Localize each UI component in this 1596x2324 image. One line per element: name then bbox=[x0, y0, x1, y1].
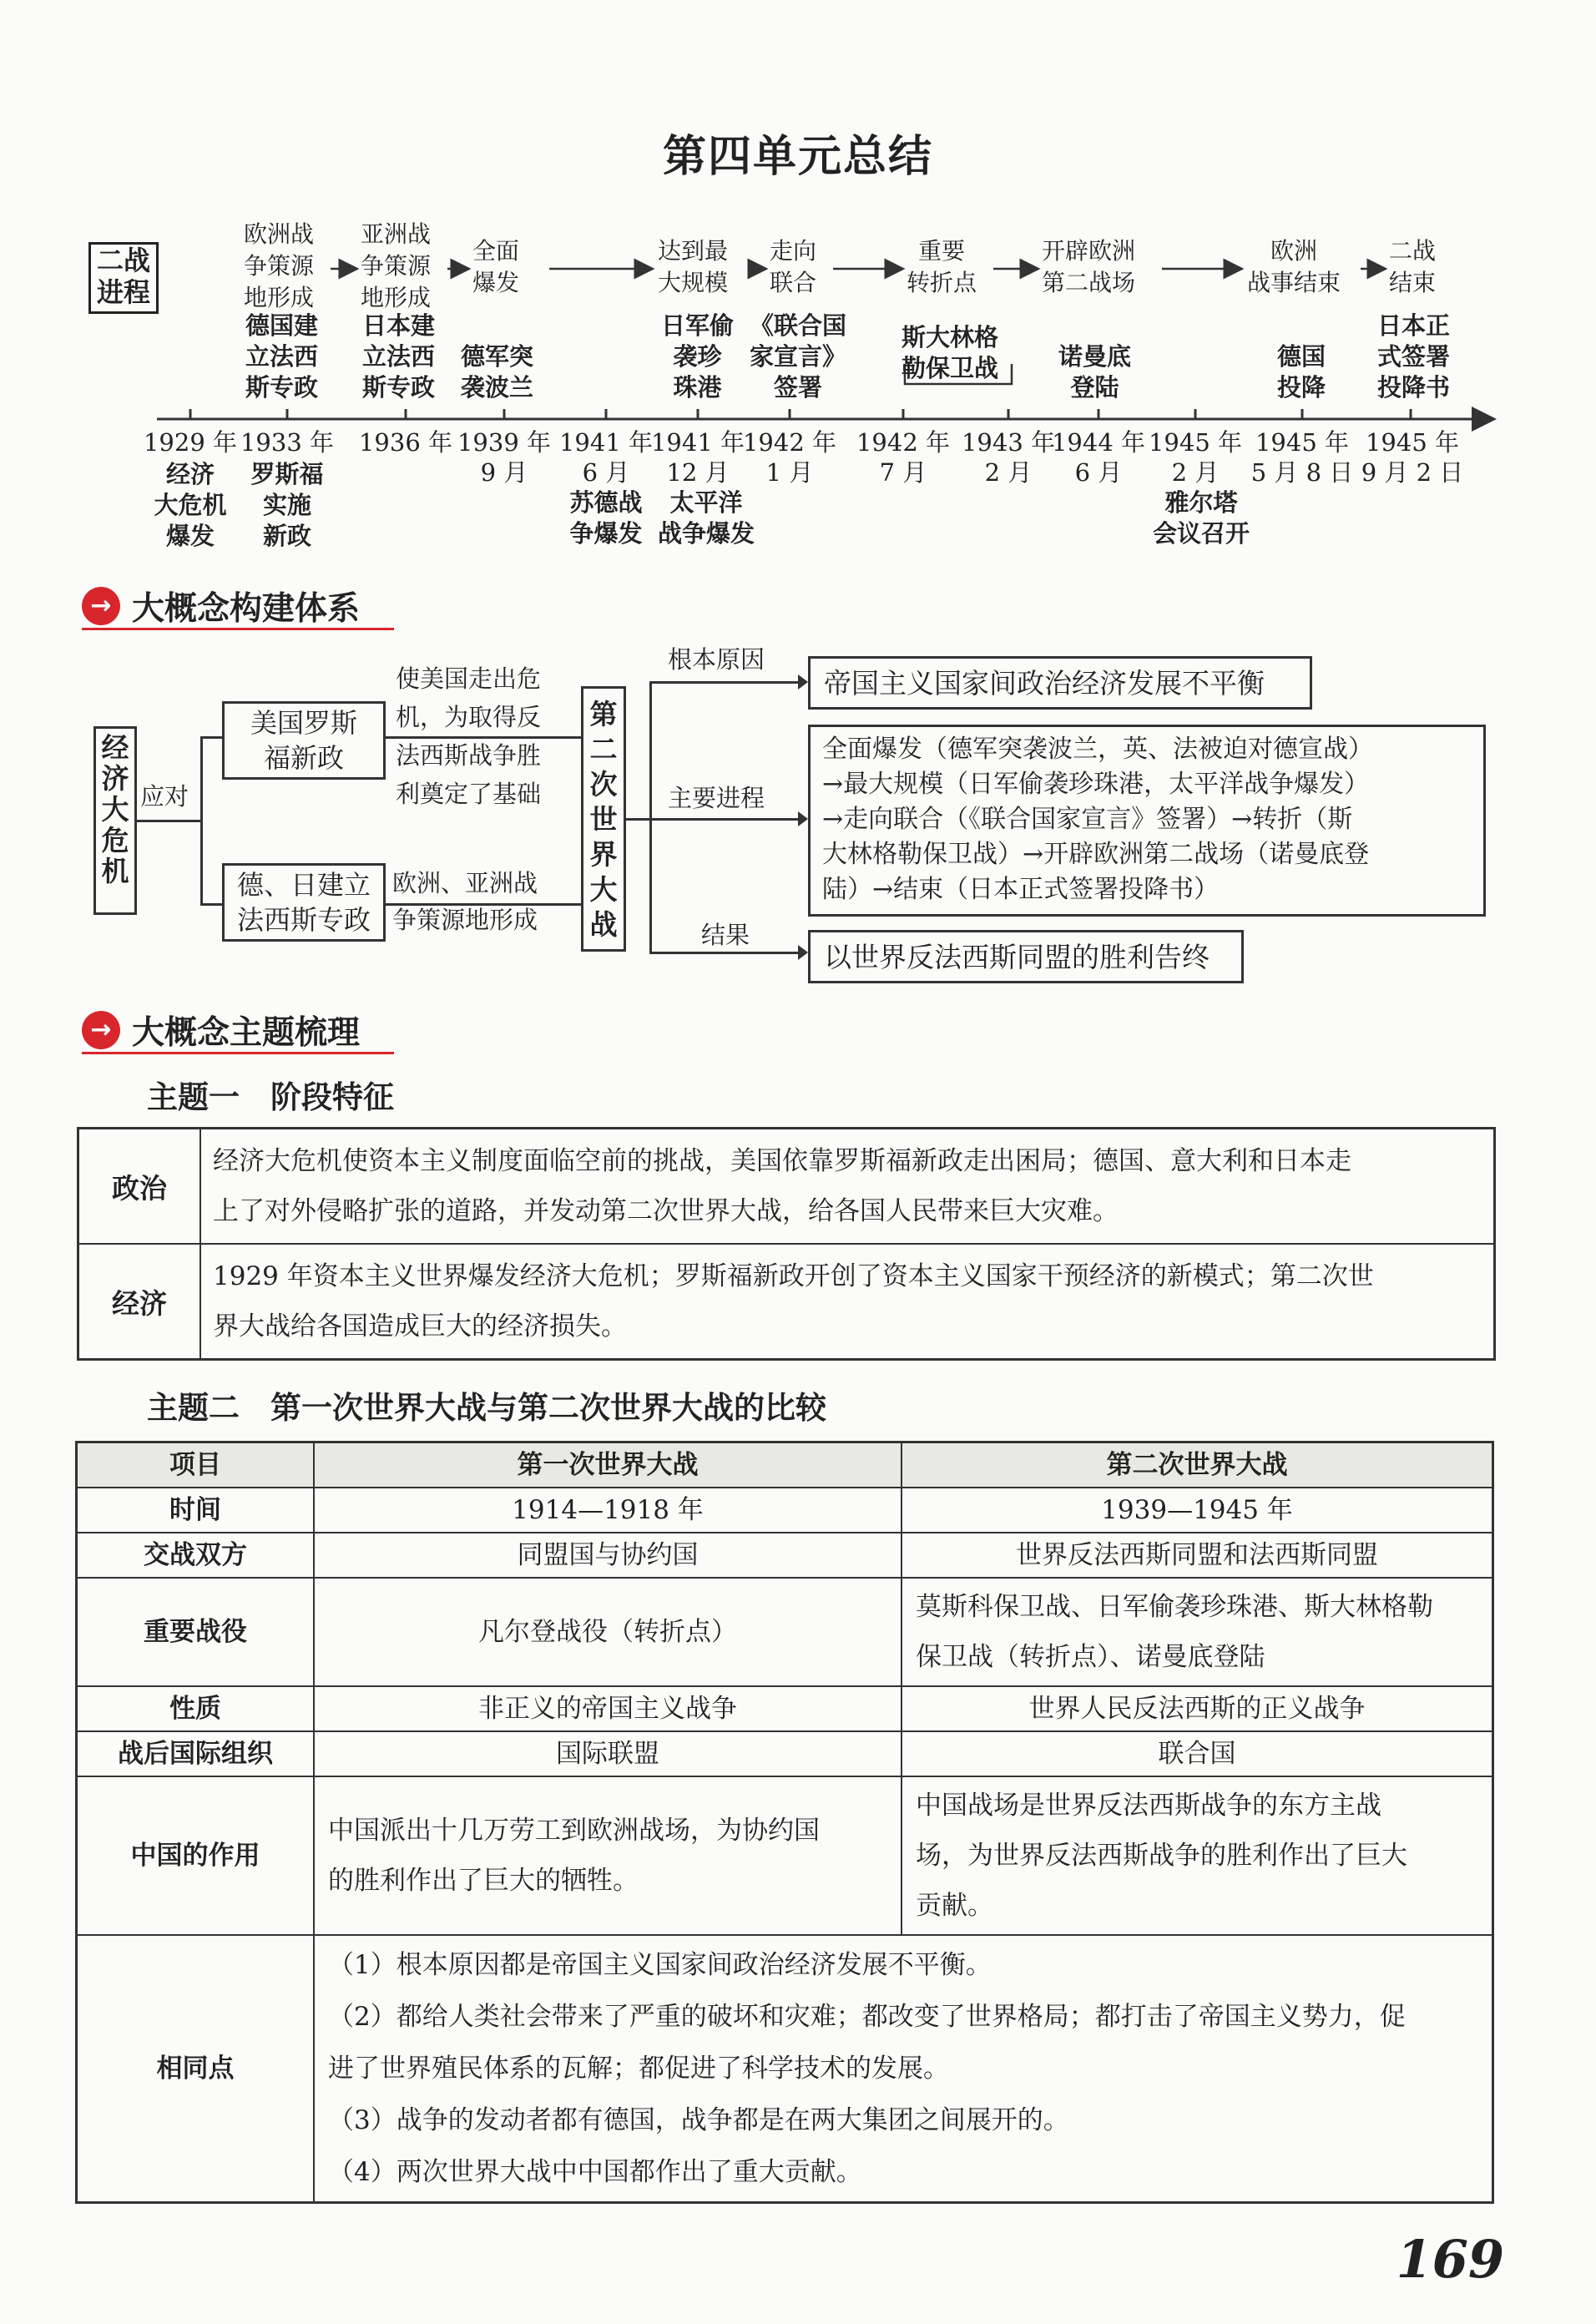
timeline-date: 1929 年 bbox=[143, 428, 238, 457]
fascism-box: 德、日建立 法西斯专政 bbox=[222, 863, 386, 942]
table-row bbox=[78, 1129, 1495, 1245]
process-label: 主要进程 bbox=[668, 784, 765, 812]
page-number: 169 bbox=[1396, 2229, 1504, 2290]
timeline-event: 德国建 立法西 斯专政 bbox=[245, 311, 319, 402]
timeline-date: 1944 年 6 月 bbox=[1051, 428, 1146, 487]
section-underline bbox=[82, 1052, 394, 1054]
timeline-event: 斯大林格 勒保卫战 bbox=[902, 323, 999, 382]
timeline-below-event: 太平洋 战争爆发 bbox=[657, 488, 755, 548]
cause-label: 根本原因 bbox=[668, 645, 765, 674]
table-row: 中国的作用 中国派出十几万劳工到欧洲战场，为协约国 的胜利作出了巨大的牺牲。 中国战场是世界反法西斯战争的东方主战 场，为世界反法西斯战争的胜利作出了巨大 贡献。 bbox=[77, 1776, 1493, 1935]
timeline-date: 1945 年 9 月 2 日 bbox=[1361, 428, 1464, 487]
stage-label: 亚洲战 争策源 地形成 bbox=[361, 220, 432, 311]
timeline-date: 1939 年 9 月 bbox=[457, 428, 552, 487]
timeline-event: 德军突 袭波兰 bbox=[461, 342, 534, 402]
timeline-below-event: 经济 大危机 爆发 bbox=[154, 460, 227, 550]
timeline-label: 二战 进程 bbox=[88, 242, 159, 314]
timeline-event: 《联合国 家宣言》 签署 bbox=[750, 311, 847, 402]
row-content: 经济大危机使资本主义制度面临空前的挑战，美国依靠罗斯福新政走出困局；德国、意大利和日本走 上了对外侵略扩张的道路，并发动第二次世界大战，给各国人民带来巨大灾难。 bbox=[200, 1129, 1495, 1245]
arrow-icon: → bbox=[82, 1011, 120, 1049]
header-cell: 第一次世界大战 bbox=[314, 1442, 902, 1488]
table-row: 相同点 （1）根本原因都是帝国主义国家间政治经济发展不平衡。 （2）都给人类社会带来了严重的破坏和灾难；都改变了世界格局；都打击了帝国主义势力，促 进了世界殖民体系的瓦解；都促进了科学技术的发展。 （3）战争的发动者都有德国，战争都是在两大集团之间展开的。 （4）两次世界大战中中国都作出了重大贡献。 bbox=[77, 1935, 1493, 2203]
stage-label: 全面 爆发 bbox=[472, 237, 520, 296]
timeline-event: 日本建 立法西 斯专政 bbox=[362, 311, 436, 402]
timeline-date: 1945 年 2 月 bbox=[1148, 428, 1243, 487]
section-underline bbox=[82, 628, 394, 630]
table-row: 战后国际组织 国际联盟 联合国 bbox=[77, 1731, 1493, 1776]
timeline-below-event: 苏德战 争爆发 bbox=[569, 488, 643, 548]
respond-label: 应对 bbox=[140, 782, 189, 811]
timeline-event: 德国 投降 bbox=[1277, 342, 1326, 402]
row-head: 政治 bbox=[78, 1129, 201, 1245]
timeline-below-event: 雅尔塔 会议召开 bbox=[1152, 488, 1250, 548]
page-title: 第四单元总结 bbox=[662, 132, 933, 182]
result-label: 结果 bbox=[701, 921, 750, 949]
theme1-title: 主题一 阶段特征 bbox=[147, 1079, 394, 1115]
cause-box: 帝国主义国家间政治经济发展不平衡 bbox=[808, 656, 1312, 710]
arrow-icon: → bbox=[82, 587, 120, 625]
stage-label: 开辟欧洲 第二战场 bbox=[1042, 237, 1136, 296]
table-header-row bbox=[77, 1442, 1493, 1488]
ww2-box: 第二次世界大战 bbox=[581, 686, 626, 952]
timeline-below-event: 罗斯福 实施 新政 bbox=[250, 460, 324, 550]
row-head: 经济 bbox=[78, 1244, 201, 1360]
timeline-date: 1936 年 bbox=[358, 428, 453, 457]
timeline-event: 诺曼底 登陆 bbox=[1058, 342, 1132, 402]
timeline-date: 1941 年 6 月 bbox=[558, 428, 654, 487]
us-new-deal-box: 美国罗斯 福新政 bbox=[222, 701, 386, 780]
timeline-event: 日本正 式签署 投降书 bbox=[1377, 311, 1451, 402]
table-row bbox=[78, 1244, 1495, 1360]
stage-label: 走向 联合 bbox=[770, 237, 817, 296]
result-box: 以世界反法西斯同盟的胜利告终 bbox=[808, 930, 1244, 983]
timeline-date: 1933 年 bbox=[240, 428, 335, 457]
stage-label: 欧洲 战事结束 bbox=[1247, 237, 1341, 296]
fascism-note: 欧洲、亚洲战 争策源地形成 bbox=[392, 869, 538, 934]
header-cell: 第二次世界大战 bbox=[902, 1442, 1493, 1488]
process-box: 全面爆发（德军突袭波兰，英、法被迫对德宣战） →最大规模（日军偷袭珍珠港，太平洋战争爆发） →走向联合（《联合国家宣言》签署）→转折（斯 大林格勒保卫战）→开辟欧洲第二战场（诺曼底登 陆）→结束（日本正式签署投降书） bbox=[808, 725, 1486, 917]
section-header: → 大概念构建体系 bbox=[82, 583, 360, 629]
timeline-date: 1941 年 12 月 bbox=[650, 428, 745, 487]
header-cell: 项目 bbox=[77, 1442, 315, 1488]
timeline-date: 1943 年 2 月 bbox=[961, 428, 1056, 487]
timeline-date: 1942 年 7 月 bbox=[856, 428, 951, 487]
theme1-table bbox=[77, 1127, 1496, 1361]
stage-label: 二战 结束 bbox=[1389, 237, 1437, 296]
table-row: 交战双方 同盟国与协约国 世界反法西斯同盟和法西斯同盟 bbox=[77, 1533, 1493, 1578]
timeline-date: 1945 年 5 月 8 日 bbox=[1250, 428, 1354, 487]
row-content: 1929 年资本主义世界爆发经济大危机；罗斯福新政开创了资本主义国家干预经济的新模式；第二次世 界大战给各国造成巨大的经济损失。 bbox=[200, 1244, 1495, 1360]
timeline-date: 1942 年 1 月 bbox=[742, 428, 837, 487]
theme2-title: 主题二 第一次世界大战与第二次世界大战的比较 bbox=[147, 1390, 826, 1426]
stage-label: 欧洲战 争策源 地形成 bbox=[244, 220, 315, 311]
us-note: 使美国走出危 机，为取得反 法西斯战争胜 利奠定了基础 bbox=[396, 664, 542, 808]
table-row: 重要战役 凡尔登战役（转折点） 莫斯科保卫战、日军偷袭珍珠港、斯大林格勒 保卫战（转折点）、诺曼底登陆 bbox=[77, 1578, 1493, 1686]
comparison-table bbox=[75, 1441, 1494, 2204]
stage-label: 重要 转折点 bbox=[907, 237, 977, 296]
section-header: → 大概念主题梳理 bbox=[82, 1007, 360, 1053]
root-box: 经济大危机 bbox=[93, 726, 137, 915]
table-row: 时间 1914—1918 年 1939—1945 年 bbox=[77, 1488, 1493, 1533]
stage-label: 达到最 大规模 bbox=[658, 237, 729, 296]
timeline-event: 日军偷 袭珍 珠港 bbox=[661, 311, 735, 402]
similarities-cell: （1）根本原因都是帝国主义国家间政治经济发展不平衡。 （2）都给人类社会带来了严重的破坏和灾难；都改变了世界格局；都打击了帝国主义势力，促 进了世界殖民体系的瓦解；都促进了科学技术的发展。 （3）战争的发动者都有德国，战争都是在两大集团之间展开的。 （4）两次世界大战中中国都作出了重大贡献。 bbox=[314, 1935, 1493, 2203]
table-row: 性质 非正义的帝国主义战争 世界人民反法西斯的正义战争 bbox=[77, 1686, 1493, 1731]
